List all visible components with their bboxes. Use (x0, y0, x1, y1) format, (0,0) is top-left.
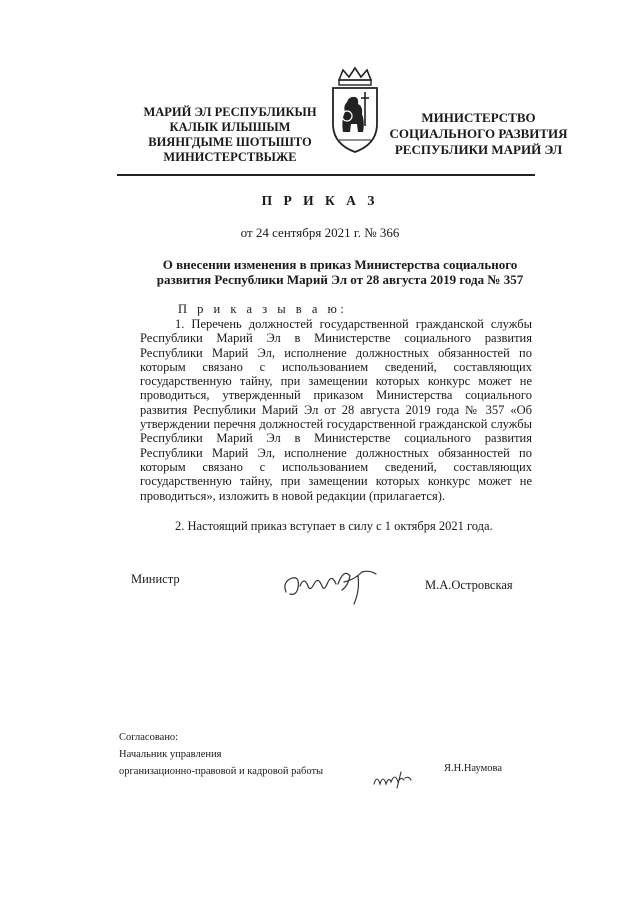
document-title: П Р И К А З (261, 193, 379, 208)
header-left-line: КАЛЫК ИЛЫШЫМ (169, 120, 291, 134)
header-left-line: МИНИСТЕРСТВЫЖЕ (163, 150, 297, 164)
header-right-line: МИНИСТЕРСТВО (421, 110, 536, 125)
approval-initials-icon (371, 768, 413, 790)
document-date: от 24 сентября 2021 г. № 366 (240, 225, 400, 240)
header-right-line: СОЦИАЛЬНОГО РАЗВИТИЯ (389, 126, 568, 141)
subject-line: О внесении изменения в приказ Министерства социального (162, 257, 518, 272)
signatory-name: М.А.Островская (425, 578, 513, 592)
subject-line: развития Республики Марий Эл от 28 августа 2019 года № 357 (156, 272, 524, 287)
approval-position-line: Начальник управления (119, 749, 222, 760)
header-left-line: ВИЯНГДЫМЕ ШОТЫШТО (148, 135, 312, 149)
order-word: П р и к а з ы в а ю: (178, 302, 348, 316)
approval-position-line: организационно-правовой и кадровой работы (119, 766, 324, 777)
header-divider (117, 174, 535, 176)
signatory-title: Министр (131, 572, 180, 586)
paragraph-2: 2. Настоящий приказ вступает в силу с 1 октября 2021 года. (175, 519, 493, 533)
approval-block (119, 729, 323, 780)
header-left-line: МАРИЙ ЭЛ РЕСПУБЛИКЫН (143, 105, 317, 119)
paragraph-1: 1. Перечень должностей государственной гражданской службы Республики Марий Эл в Министерстве социального развития Республики Марий Эл, исполнение должностных обязанностей по которым связано с использованием сведений, составляющих государственную тайну, при замещении которых конкурс может не проводиться, утвержденный приказом Министерства социального развития Республики Марий Эл от 28 августа 2019 года № 357 «Об утверждении перечня должностей государственной гражданской службы Республики Марий Эл в Министерстве социального развития Республики Марий Эл, исполнение должностных обязанностей по которым связано с использованием сведений, составляющих государственную тайну, при замещении которых конкурс может не проводиться», изложить в новой редакции (прилагается). (140, 317, 532, 503)
header-right-line: РЕСПУБЛИКИ МАРИЙ ЭЛ (394, 142, 563, 157)
header-right-block (386, 110, 571, 158)
mari-el-coat-of-arms-icon (325, 66, 385, 156)
approval-label: Согласовано: (119, 732, 179, 743)
approver-name: Я.Н.Наумова (444, 763, 503, 774)
handwritten-signature-icon (278, 562, 388, 607)
header-left-block (140, 105, 320, 165)
document-subject (140, 257, 540, 287)
